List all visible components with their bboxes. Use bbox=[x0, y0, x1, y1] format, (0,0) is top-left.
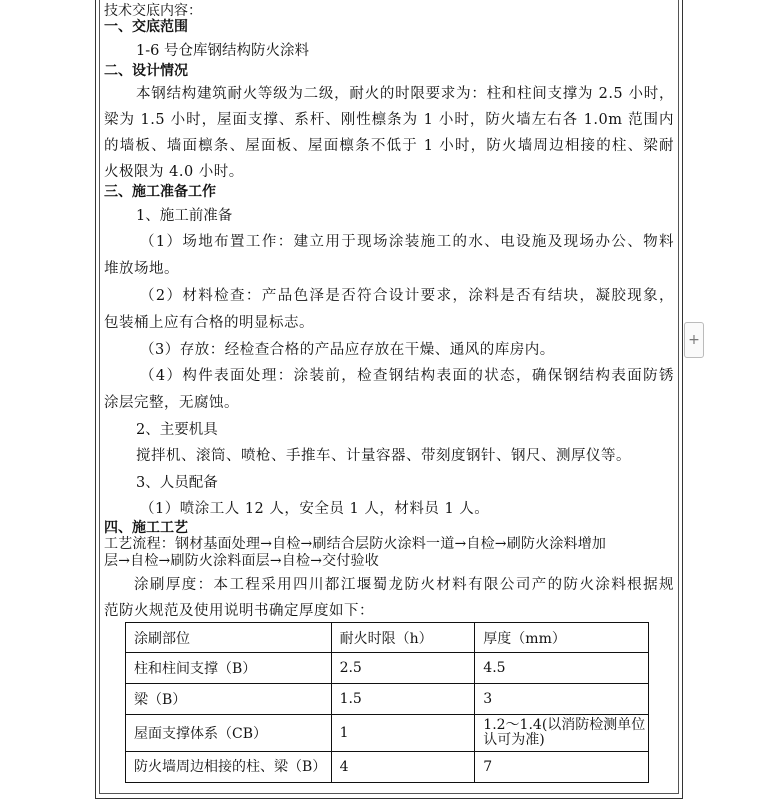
staff-text: （1）喷涂工人 12 人，安全员 1 人，材料员 1 人。 bbox=[140, 501, 490, 517]
table-cell: 1.2～1.4(以消防检测单位认可为准) bbox=[475, 715, 649, 752]
prep-subheading-1: 1、施工前准备 bbox=[136, 208, 233, 224]
section-title-process: 四、施工工艺 bbox=[104, 520, 188, 536]
table-cell: 3 bbox=[475, 684, 649, 715]
table-cell: 4 bbox=[331, 752, 475, 783]
table-cell: 屋面支撑体系（CB） bbox=[126, 715, 332, 752]
table-cell: 1.5 bbox=[331, 684, 475, 715]
table-cell: 1 bbox=[331, 715, 475, 752]
section-title-design: 二、设计情况 bbox=[104, 63, 188, 79]
prep-item-3: （3）存放：经检查合格的产品应存放在干燥、通风的库房内。 bbox=[140, 342, 555, 358]
table-cell: 防火墙周边相接的柱、梁（B） bbox=[126, 752, 332, 783]
design-line-1: 本钢结构建筑耐火等级为二级，耐火的时限要求为：柱和柱间支撑为 2.5 小时， bbox=[136, 86, 674, 102]
table-row bbox=[126, 653, 649, 684]
prep-item-2-line-1: （2）材料检查：产品色泽是否符合设计要求，涂料是否有结块，凝胶现象， bbox=[140, 288, 674, 304]
plus-icon: + bbox=[688, 332, 700, 348]
table-header-cell: 厚度（mm） bbox=[475, 623, 649, 653]
prep-item-4-line-1: （4）构件表面处理：涂装前，检查钢结构表面的状态，确保钢结构表面防锈 bbox=[140, 368, 674, 384]
section-title-preparation: 三、施工准备工作 bbox=[104, 184, 216, 200]
design-line-4: 火极限为 4.0 小时。 bbox=[104, 164, 244, 180]
prep-item-4-line-2: 涂层完整，无腐蚀。 bbox=[104, 395, 239, 411]
prep-item-1-line-2: 堆放场地。 bbox=[104, 261, 179, 277]
section-title-scope: 一、交底范围 bbox=[104, 19, 188, 35]
table-cell: 7 bbox=[475, 752, 649, 783]
prep-item-1-line-1: （1）场地布置工作：建立用于现场涂装施工的水、电设施及现场办公、物料 bbox=[140, 234, 674, 250]
table-cell: 梁（B） bbox=[126, 684, 332, 715]
thickness-line-2: 范防火规范及使用说明书确定厚度如下： bbox=[104, 603, 374, 619]
table-row bbox=[126, 752, 649, 783]
process-flow-line-1: 工艺流程：钢材基面处理→自检→刷结合层防火涂料一道→自检→刷防火涂料增加 bbox=[104, 536, 607, 552]
tools-list: 搅拌机、滚筒、喷枪、手推车、计量容器、带刻度钢针、钢尺、测厚仪等。 bbox=[136, 448, 631, 464]
thickness-line-1: 涂刷厚度：本工程采用四川都江堰蜀龙防火材料有限公司产的防火涂料根据规 bbox=[134, 577, 674, 593]
prep-item-2-line-2: 包装桶上应有合格的明显标志。 bbox=[104, 315, 314, 331]
table-row bbox=[126, 715, 649, 752]
prep-subheading-2: 2、主要机具 bbox=[136, 422, 218, 438]
table-header-cell: 耐火时限（h） bbox=[331, 623, 475, 653]
design-line-2: 梁为 1.5 小时，屋面支撑、系杆、刚性檩条为 1 小时，防火墙左右各 1.0m 范围内 bbox=[104, 112, 674, 128]
table-cell: 2.5 bbox=[331, 653, 475, 684]
table-row bbox=[126, 684, 649, 715]
thickness-table bbox=[125, 622, 649, 783]
prep-subheading-3: 3、人员配备 bbox=[136, 475, 218, 491]
section-header: 技术交底内容： bbox=[104, 3, 202, 19]
process-flow-line-2: 层→自检→刷防火涂料面层→自检→交付验收 bbox=[104, 553, 379, 569]
table-header-row bbox=[126, 623, 649, 653]
table-header-cell: 涂刷部位 bbox=[126, 623, 332, 653]
design-line-3: 的墙板、墙面檩条、屋面板、屋面檩条不低于 1 小时，防火墙周边相接的柱、梁耐 bbox=[104, 138, 674, 154]
scope-text: 1-6 号仓库钢结构防火涂料 bbox=[136, 43, 309, 59]
table-cell: 柱和柱间支撑（B） bbox=[126, 653, 332, 684]
table-cell: 4.5 bbox=[475, 653, 649, 684]
expand-button[interactable] bbox=[684, 322, 704, 358]
